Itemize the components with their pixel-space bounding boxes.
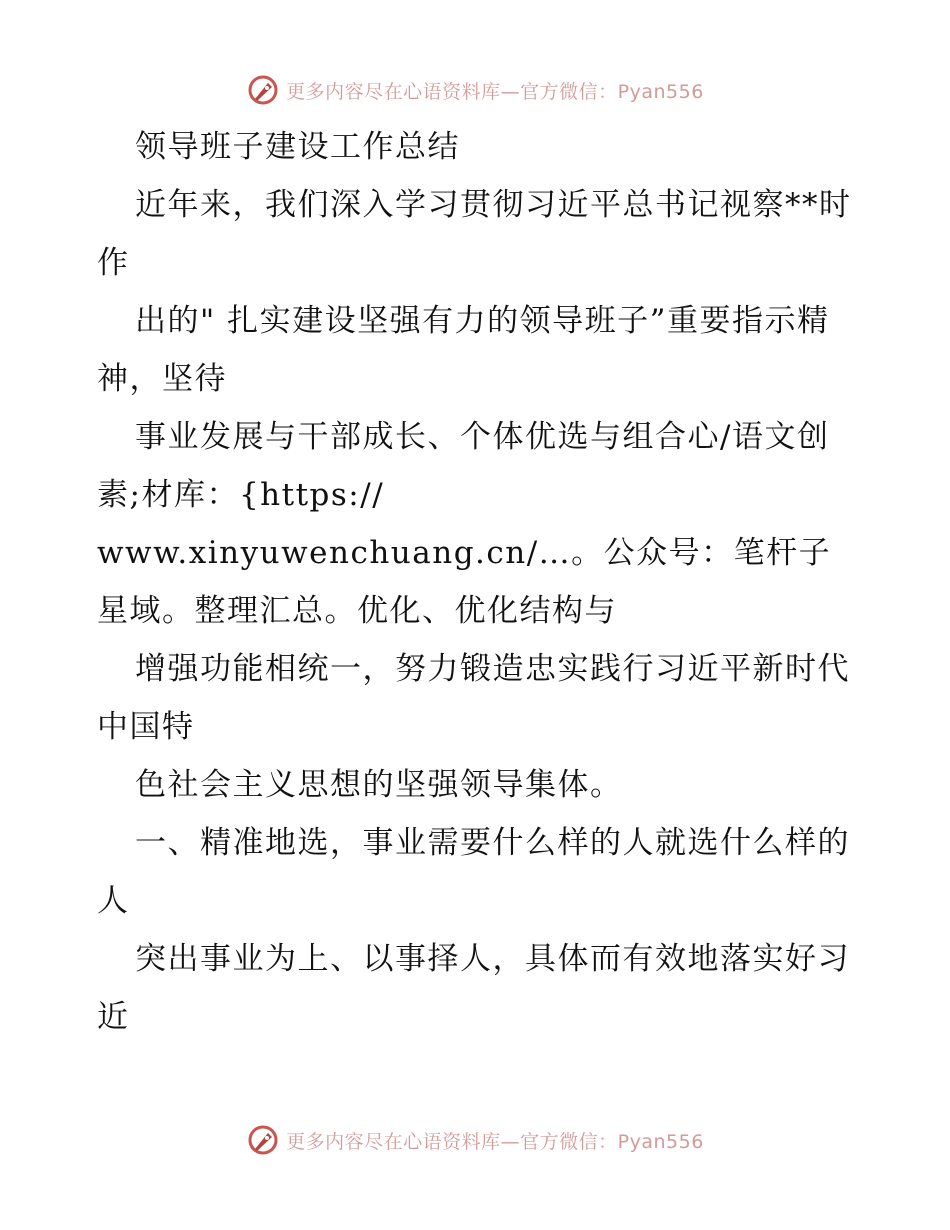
paragraph: 突出事业为上、以事择人，具体而有效地落实好习近 xyxy=(97,941,850,1035)
paragraph: 近年来，我们深入学习贯彻习近平总书记视察**时作 xyxy=(97,187,852,281)
paragraph: 事业发展与干部成长、个体优选与组合心/语文创素;材库：{https:// xyxy=(97,419,830,513)
section-heading: 一、精准地选，事业需要什么样的人就选什么样的人 xyxy=(97,825,850,919)
document-title: 领导班子建设工作总结 xyxy=(135,129,460,165)
header-watermark xyxy=(0,70,950,110)
pen-nib-logo-icon xyxy=(246,1123,280,1157)
paragraph: www.xinyuwenchuang.cn/…。公众号：笔杆子星域。整理汇总。优化、优化结构与 xyxy=(97,535,832,629)
watermark-text: 更多内容尽在心语资料库—官方微信：Pyan556 xyxy=(286,80,704,103)
paragraph: 色社会主义思想的坚强领导集体。 xyxy=(135,767,623,803)
paragraph: 出的" 扎实建设坚强有力的领导班子”重要指示精神，坚待 xyxy=(97,303,830,397)
paragraph: 增强功能相统一，努力锻造忠实践行习近平新时代中国特 xyxy=(97,651,850,745)
watermark-text: 更多内容尽在心语资料库—官方微信：Pyan556 xyxy=(286,1130,704,1153)
pen-nib-logo-icon xyxy=(246,73,280,107)
document-body xyxy=(97,118,857,1046)
footer-watermark xyxy=(0,1120,950,1160)
